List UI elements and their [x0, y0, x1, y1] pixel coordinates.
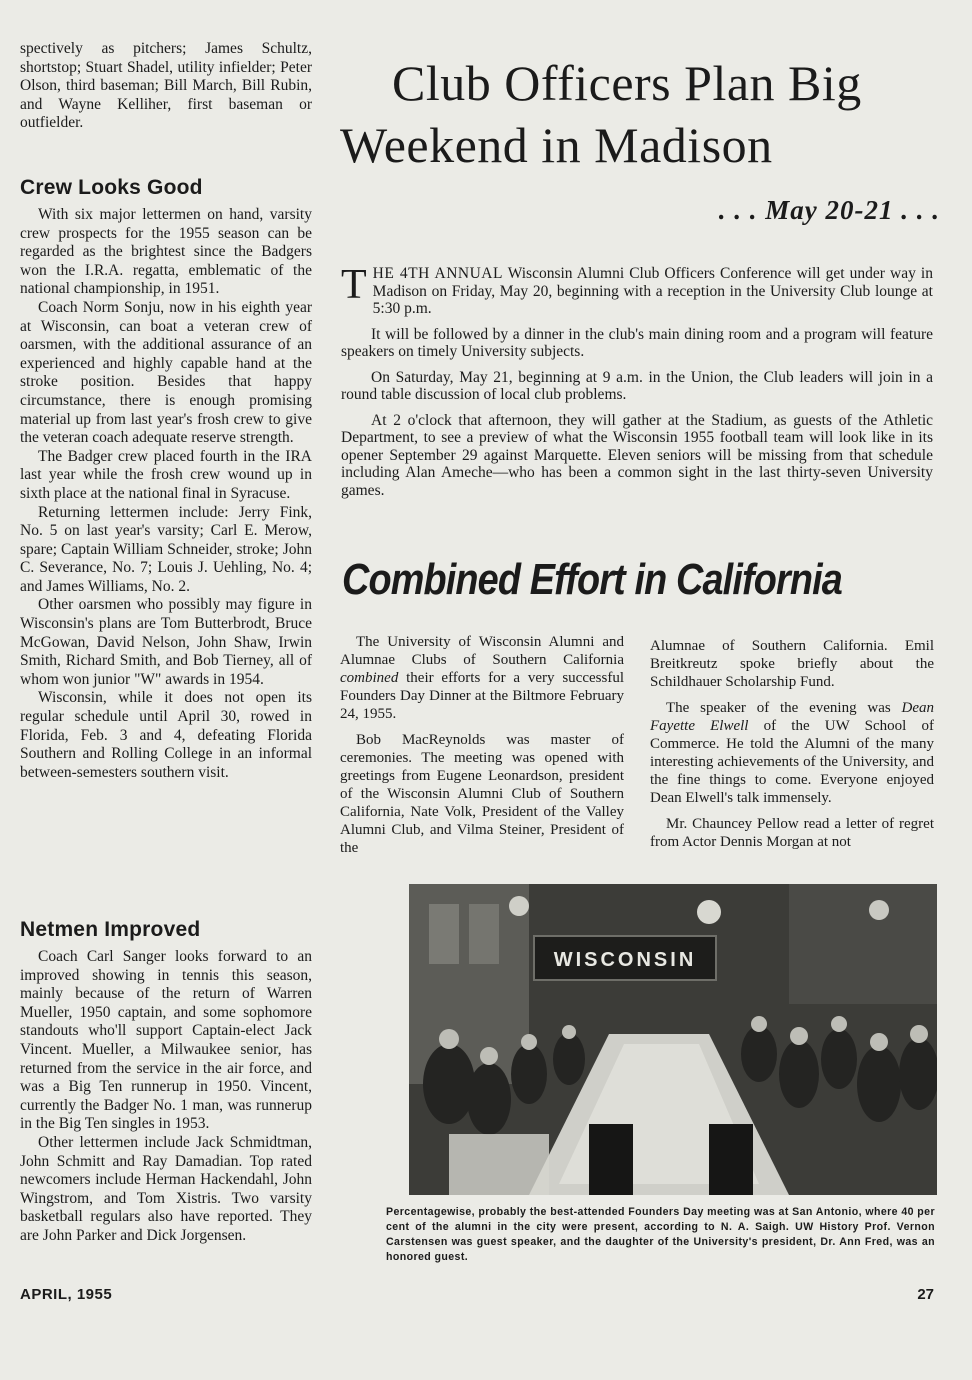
california-column-a — [340, 633, 624, 865]
lead-text: Wisconsin Alumni Club Officers Conference will get under way in Madison on Friday, May 20, beginning with a reception in the University Club lounge at 5:30 p.m. — [372, 265, 933, 317]
page-number: 27 — [917, 1286, 934, 1303]
banquet-photo — [409, 884, 937, 1195]
california-article-title: Combined Effort in California — [342, 555, 842, 604]
date-line: . . . May 20-21 . . . — [718, 195, 940, 225]
california-paragraph — [650, 699, 934, 807]
title-line-2: Weekend in Madison — [340, 117, 773, 173]
column-a-body — [340, 633, 624, 857]
column-b-body — [650, 637, 934, 851]
photo-banner-text: WISCONSIN — [553, 949, 697, 971]
text-run: their efforts for a very successful Founders Day Dinner at the Biltmore February 24, 1955. — [340, 670, 624, 722]
lead-paragraph — [341, 262, 933, 318]
crew-paragraph: The Badger crew placed fourth in the IRA last year while the frosh crew wound up in sixth place at the national final in Syracuse. — [20, 447, 312, 502]
crew-paragraph: Other oarsmen who possibly may figure in Wisconsin's plans are Tom Butterbrodt, Bruce McGowan, David Nelson, John Shaw, Irwin Smith, Richard Smith, and Bob Tierney, all of whom won junior "W" awards in 1954. — [20, 596, 312, 688]
netmen-heading: Netmen Improved — [20, 918, 201, 941]
crew-section — [20, 160, 312, 782]
crew-paragraph: Returning lettermen include: Jerry Fink, No. 5 on last year's varsity; Carl E. Merow, spare; Captain William Schneider, stroke; John C. Severance, No. 7; Louis J. Uehling, No. 4; and James Williams, No. 2. — [20, 503, 312, 595]
california-paragraph — [340, 633, 624, 723]
california-paragraph: Mr. Chauncey Pellow read a letter of regret from Actor Dennis Morgan at not — [650, 816, 934, 850]
netmen-paragraph: Other lettermen include Jack Schmidtman, John Schmitt and Ray Damadian. Top rated newcomers include Herman Hackendahl, John Wingstrom, and Tom Xistris. Two varsity basketball regulars also have reported. They are John Parker and Dick Jorgensen. — [20, 1133, 312, 1244]
california-column-b — [650, 637, 934, 859]
california-paragraph: Alumnae of Southern California. Emil Breitkreutz spoke briefly about the Schildhauer Scholarship Fund. — [650, 638, 934, 690]
netmen-section — [20, 902, 312, 1246]
banquet-photo-illustration — [409, 884, 937, 1195]
club-article-title — [340, 52, 900, 176]
crew-body — [20, 206, 312, 782]
italic-run: Dean Fayette Elwell — [650, 700, 934, 734]
club-paragraph: At 2 o'clock that afternoon, they will gather at the Stadium, as guests of the Athletic Department, to see a preview of what the Wisconsin 1955 football team will look like in its opener September 29 against Marquette. Eleven seniors will be missing from that schedule including Alan Ameche—who has been a common sight in the last thirty-seven University games. — [341, 411, 933, 499]
crew-paragraph: Wisconsin, while it does not open its regular schedule until April 30, rowed in Florida, Feb. 3 and 4, defeating Florida Southern and Rolling College in an informal between-semesters southern visit. — [20, 689, 312, 781]
baseball-continuation — [20, 40, 312, 133]
crew-paragraph: With six major lettermen on hand, varsity crew prospects for the 1955 season can be regarded as the brightest since the Badgers won the I.R.A. regatta, emblematic of the national championship, in 1951. — [20, 206, 312, 298]
club-article-body — [341, 262, 933, 507]
title-line-1: Club Officers Plan Big — [392, 55, 862, 111]
club-paragraph: It will be followed by a dinner in the club's main dining room and a program will feature speakers on timely University subjects. — [341, 325, 933, 360]
baseball-paragraph: spectively as pitchers; James Schultz, shortstop; Stuart Shadel, utility infielder; Peter Olson, third baseman; Bill March, Bill Rubin, and Wayne Kelliher, first baseman or outfielder. — [20, 40, 312, 132]
issue-date: APRIL, 1955 — [20, 1286, 113, 1303]
netmen-paragraph: Coach Carl Sanger looks forward to an improved showing in tennis this season, mainly because of the return of Warren Mueller, 1950 captain, and some sophomore standouts who'll support Captain-elect Jack Vincent. Mueller, a Milwaukee senior, has returned from the service in the air force, and was a Big Ten runnerup in 1950. Vincent, currently the Badger No. 1 man, was runnerup in the Big Ten singles in 1953. — [20, 948, 312, 1133]
photo-caption: Percentagewise, probably the best-attended Founders Day meeting was at San Antonio, where 40 per cent of the alumni in the city were present, according to N. A. Saigh. UW History Prof. Vernon Carstensen was guest speaker, and the daughter of the University's president, Dr. Ann Fred, was an honored guest. — [386, 1206, 935, 1263]
text-run: The University of Wisconsin Alumni and Alumnae Clubs of Southern California — [340, 634, 624, 668]
california-paragraph: Bob MacReynolds was master of ceremonies. The meeting was opened with greetings from Eugene Leonardson, president of the Wisconsin Alumni Club of Southern California, Nate Volk, President of the Valley Alumni Club, and Vilma Steiner, President of the — [340, 732, 624, 856]
lead-smallcaps: HE 4TH ANNUAL — [372, 265, 503, 282]
text-run: The speaker of the evening was — [666, 700, 902, 716]
crew-paragraph: Coach Norm Sonju, now in his eighth year at Wisconsin, can boat a veteran crew of oarsmen, with the additional assurance of an experienced and highly capable hand at the stroke position. Besides that happy circumstance, there is enough promising material up from last year's frosh crew to give the veteran coach adequate reserve strength. — [20, 298, 312, 447]
netmen-body — [20, 948, 312, 1246]
crew-heading: Crew Looks Good — [20, 176, 203, 199]
left-column — [20, 40, 312, 1244]
italic-run: combined — [340, 670, 399, 686]
club-paragraph: On Saturday, May 21, beginning at 9 a.m. in the Union, the Club leaders will join in a round table discussion of local club problems. — [341, 368, 933, 403]
text-run: of the UW School of Commerce. He told the Alumni of the many interesting achievements of the University, and the fine things to come. Everyone enjoyed Dean Elwell's talk immensely. — [650, 718, 934, 806]
drop-cap: T — [341, 262, 367, 308]
